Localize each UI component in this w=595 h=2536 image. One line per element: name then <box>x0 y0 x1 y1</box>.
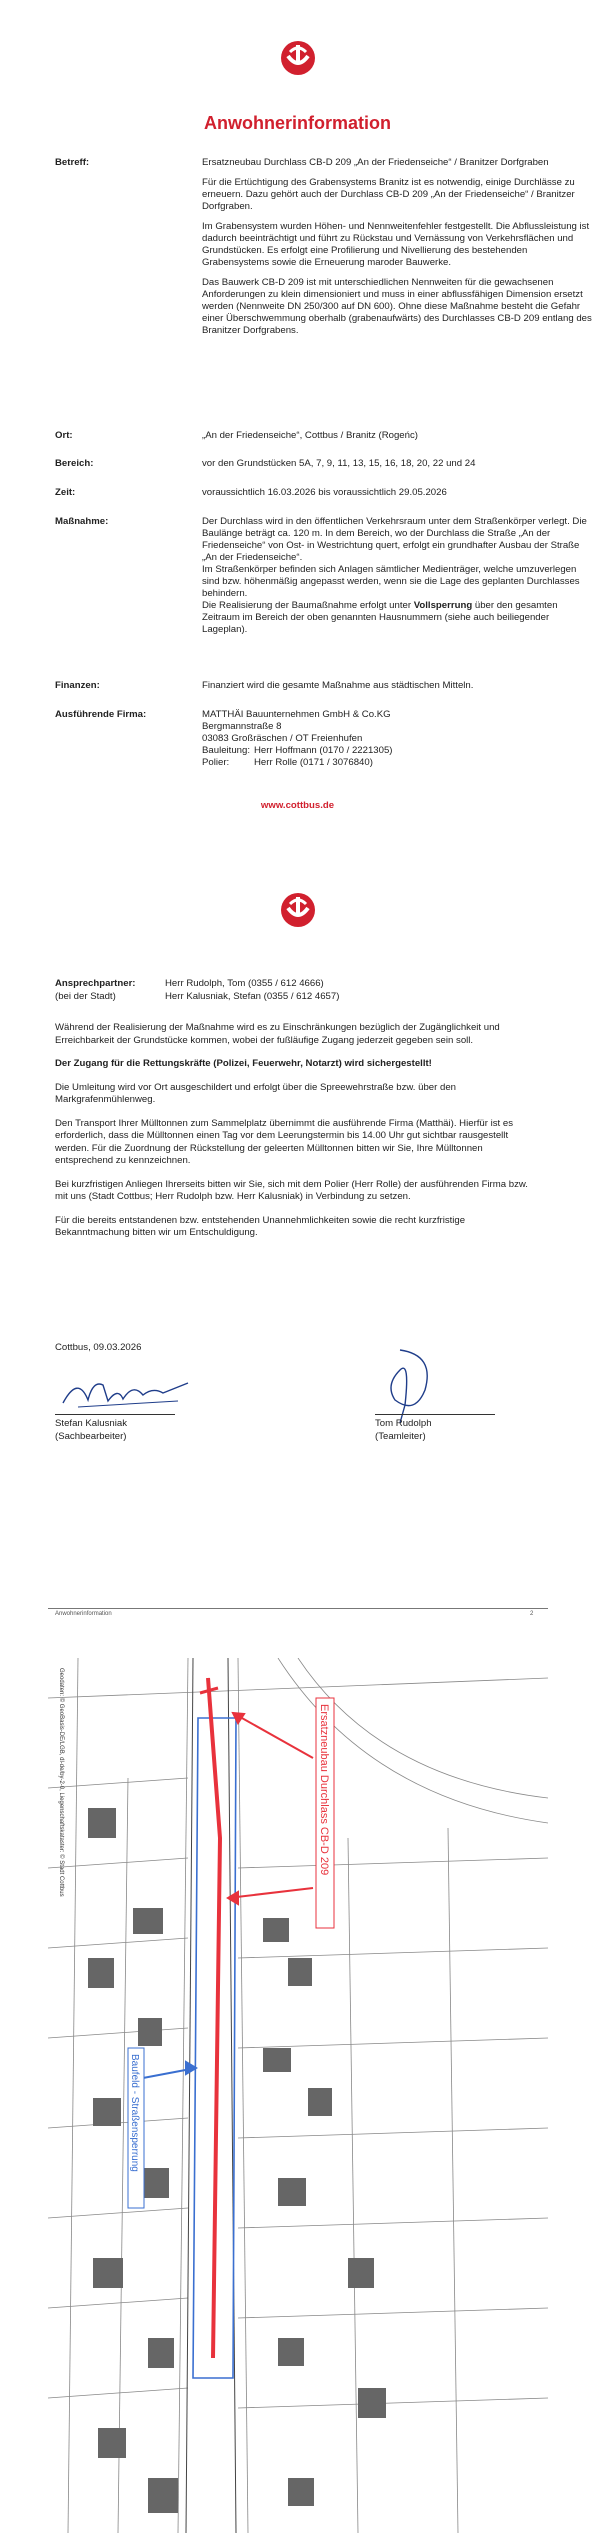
contact-label: Ansprechpartner: <box>55 978 136 989</box>
label-betreff: Betreff: <box>55 157 90 168</box>
signer-name: Tom Rudolph <box>375 1418 432 1429</box>
map-canvas <box>48 1658 548 2533</box>
vollsperrung-emphasis: Vollsperrung <box>413 600 473 611</box>
section-massnahme <box>55 516 587 666</box>
body-paragraph: Bei kurzfristigen Anliegen Ihrerseits bitten wir Sie, sich mit dem Polier (Herr Rolle) der ausführenden Firma bzw. mit uns (Stadt Cottbus; Herr Rudolph bzw. Herr Kalusniak) in Verbindung zu setzen. <box>55 1178 528 1202</box>
footer-title: Anwohnerinformation <box>55 1611 112 1617</box>
firma-city: 03083 Großräschen / OT Freienhufen <box>202 733 363 744</box>
website-link[interactable]: www.cottbus.de <box>260 800 335 811</box>
finanzen-value: Finanziert wird die gesamte Maßnahme aus städtischen Mitteln. <box>202 680 474 691</box>
polier-label: Polier: <box>202 757 230 768</box>
site-plan-map <box>48 1658 548 2533</box>
svg-text:Geodaten: © GeoBasis-DE/LGB, d: Geodaten: © GeoBasis-DE/LGB, dl-de/by-2-0, Liegenschaftskataster: © Stadt Cottbus <box>58 1668 64 1897</box>
betreff-paragraph: Das Bauwerk CB-D 209 ist mit unterschiedlichen Nennweiten für die gewachsenen Anforderungen zu klein dimensioniert und muss in einer abflussfähigen Dimension ersetzt werden (Nennweite DN 250/300 auf DN 600). Ohne diese Maßnahme besteht die Gefahr einer Überschwemmung oberhalb (grabenaufwärts) des Durchlasses CB-D 209 entlang des Branitzer Dorfgrabens. <box>202 277 592 336</box>
signature-line-left <box>55 1414 175 1415</box>
page-number: 2 <box>530 1611 534 1617</box>
zeit-value: voraussichtlich 16.03.2026 bis voraussichtlich 29.05.2026 <box>202 487 447 498</box>
page-2 <box>0 870 595 1660</box>
page-1 <box>0 0 595 870</box>
label-firma: Ausführende Firma: <box>55 709 147 720</box>
rescue-notice: Der Zugang für die Rettungskräfte (Polizei, Feuerwehr, Notarzt) wird sichergestellt! <box>55 1058 432 1069</box>
section-firma <box>55 709 555 789</box>
signature-line-right <box>375 1414 495 1415</box>
firma-name: MATTHÄI Bauunternehmen GmbH & Co.KG <box>202 709 391 720</box>
svg-text:Baufeld - Straßensperrung: Baufeld - Straßensperrung <box>129 2054 140 2172</box>
signature-rudolph-icon <box>340 1345 460 1425</box>
signer-name: Stefan Kalusniak <box>55 1418 127 1429</box>
massnahme-paragraph: Der Durchlass wird in den öffentlichen Verkehrsraum unter dem Straßenkörper verlegt. Die Baulänge beträgt ca. 120 m. In dem Bereich, wo der Durchlass die Straße „An der Friedenseiche“ von Ost- in Westrichtung quert, erfolgt ein grundhafter Ausbau der Straße „An der Friedenseiche“. <box>202 516 587 563</box>
contact-person: Herr Rudolph, Tom (0355 / 612 4666) <box>165 978 324 989</box>
betreff-subject: Ersatzneubau Durchlass CB-D 209 „An der Friedenseiche“ / Branitzer Dorfgraben <box>202 157 549 168</box>
bereich-value: vor den Grundstücken 5A, 7, 9, 11, 13, 15, 16, 18, 20, 22 und 24 <box>202 458 476 469</box>
betreff-paragraph: Im Grabensystem wurden Höhen- und Nennweitenfehler festgestellt. Die Abflussleistung ist dadurch beeinträchtigt und führt zu Rückstau und Vernässung von Verkehrsflächen und Grundstücken. Es erfolgt eine Profilierung und Nivellierung des bestehenden Grabensystems sowie die Erneuerung maroder Bauwerke. <box>202 221 590 268</box>
cottbus-logo-icon <box>280 40 316 76</box>
signature-kalusniak-icon <box>58 1365 198 1415</box>
betreff-paragraph: Für die Ertüchtigung des Grabensystems Branitz ist es notwendig, einige Durchlässe zu erneuern. Dazu gehört auch der Durchlass CB-D 209 „An der Friedenseiche“ / Branitzer Dorfgraben. <box>202 177 575 212</box>
ort-value: „An der Friedenseiche“, Cottbus / Branitz (Rogeńc) <box>202 430 418 441</box>
label-bereich: Bereich: <box>55 458 94 469</box>
contact-block <box>55 978 555 1008</box>
polier-value: Herr Rolle (0171 / 3076840) <box>254 757 373 768</box>
bauleitung-label: Bauleitung: <box>202 745 251 756</box>
construction-field-label <box>128 2048 144 2208</box>
body-paragraph: Den Transport Ihrer Mülltonnen zum Sammelplatz übernimmt die ausführende Firma (Matthäi). Hierfür ist es erforderlich, dass die Mülltonnen einen Tag vor dem Leerungstermin bis 14.00 Uhr gut sichtbar rausgestellt werden. Für die Zuordnung der Rückstellung der geleerten Mülltonnen bitten wir Sie, Ihre Mülltonnen entsprechend zu kennzeichnen. <box>55 1117 514 1166</box>
section-betreff <box>55 157 592 417</box>
firma-street: Bergmannstraße 8 <box>202 721 282 732</box>
massnahme-paragraph: Im Straßenkörper befinden sich Anlagen sämtlicher Medienträger, welche umzuverlegen sind bzw. höhenmäßig angepasst werden, wenn sie die Lage des geplanten Durchlasses behindern. <box>202 564 580 599</box>
signer-role: (Sachbearbeiter) <box>55 1430 127 1442</box>
body-paragraph: Während der Realisierung der Maßnahme wird es zu Einschränkungen bezüglich der Zugänglichkeit und Erreichbarkeit der Grundstücke kommen, wobei der fußläufige Zugang jederzeit gegeben sein soll. <box>55 1022 500 1046</box>
culvert-label <box>316 1698 334 1928</box>
letter-body <box>55 1022 540 1251</box>
svg-text:Ersatzneubau Durchlass CB-D 20: Ersatzneubau Durchlass CB-D 209 <box>318 1704 330 1876</box>
map-legend <box>58 1668 65 1897</box>
letter-date: Cottbus, 09.03.2026 <box>55 1342 142 1353</box>
signer-role: (Teamleiter) <box>375 1430 426 1442</box>
label-zeit: Zeit: <box>55 487 76 498</box>
footer-divider <box>48 1608 548 1609</box>
body-paragraph: Für die bereits entstandenen bzw. entstehenden Unannehmlichkeiten sowie die recht kurzfristige Bekanntmachung bitten wir um Entschuldigung. <box>55 1214 466 1238</box>
label-finanzen: Finanzen: <box>55 680 100 691</box>
cottbus-logo-icon <box>280 892 316 928</box>
label-ort: Ort: <box>55 430 73 441</box>
contact-sublabel: (bei der Stadt) <box>55 990 116 1002</box>
contact-person: Herr Kalusniak, Stefan (0355 / 612 4657) <box>165 990 340 1002</box>
label-massnahme: Maßnahme: <box>55 516 109 527</box>
massnahme-paragraph: Die Realisierung der Baumaßnahme erfolgt unter Vollsperrung über den gesamten Zeitraum im Bereich der oben genannten Hausnummern (siehe auch beiliegender Lageplan). <box>202 600 558 635</box>
bauleitung-value: Herr Hoffmann (0170 / 2221305) <box>254 745 393 756</box>
page-title: Anwohnerinformation <box>204 113 391 133</box>
body-paragraph: Die Umleitung wird vor Ort ausgeschildert und erfolgt über die Spreewehrstraße bzw. über den Markgrafenmühlenweg. <box>55 1081 457 1105</box>
